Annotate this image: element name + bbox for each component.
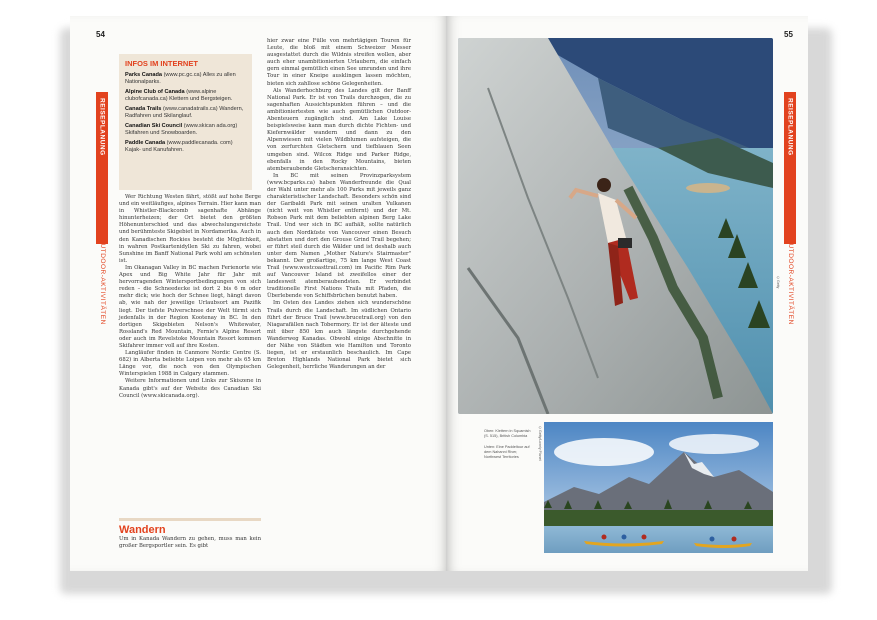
caption-line: Unten: Eine Paddeltour auf dem Nahanni River, Northwest Territories bbox=[484, 445, 530, 459]
paragraph: Langläufer finden in Canmore Nordic Centre (S. 682) in Alberta beliebte Loipen von mehr als 65 km Länge vor, die noch von den Olympischen Winterspielen 1988 in Calgary stammen. bbox=[119, 350, 261, 378]
paragraph: Im Okanagan Valley in BC machen Ferienorte wie Apex und Big White Jahr für Jahr mit hervorragenden Wintersportbedingungen von sich reden – die Schneedecke ist dort 2 bis 6 m oder mehr dick; wie hoch der Schnee liegt, hängt davon ab, wie nah der jeweilige Urlaubsort am Pazifik liegt. Der tiefste Pulverschnee der Welt türmt sich jedenfalls in der Region Kootenay in BC. In den dortigen Skigebieten Nelson's Whitewater, Rossland's Red Mountain, Fernie's Alpine Resort oder auch im Revelstoke Mountain Resort kommen Skifahrer immer voll auf ihre Kosten. bbox=[119, 264, 261, 349]
canoes-mountain-lake-photo bbox=[544, 422, 773, 553]
side-tab-right bbox=[784, 92, 796, 244]
caption-line: Oben: Klettern in Squamish (S. 515), British Columbia bbox=[484, 429, 531, 438]
text-column-2 bbox=[267, 38, 411, 566]
info-entry: Canadian Ski Council (www.skican ada.org) Skifahren und Snowboarden. bbox=[125, 123, 238, 136]
side-tab-left bbox=[96, 92, 108, 244]
side-tab-sublabel: OUTDOOR-AKTIVITÄTEN bbox=[99, 238, 106, 325]
info-box bbox=[119, 54, 252, 190]
side-tab-sublabel: OUTDOOR-AKTIVITÄTEN bbox=[787, 238, 794, 325]
paragraph: Im Osten des Landes ziehen sich wunderschöne Trails durch die Landschaft. Im südlichen Ontario führt der Bruce Trail (www.brucetrail.org) von den Niagarafällen nach Tobermory. Er ist der älteste und mit über 850 km auch längste durchgehende Wanderweg Kanadas. Obwohl einige Abschnitte in der Nähe von Städten wie Hamilton und Toronto liegen, ist er erstaunlich beschaulich. Im Cape Breton Highlands National Park bietet sich Gelegenheit, herrliche Wanderungen an der bbox=[267, 300, 411, 371]
side-tab-label: REISEPLANUNG bbox=[786, 98, 794, 156]
side-tab-label: REISEPLANUNG bbox=[98, 98, 106, 156]
paragraph: Wer Richtung Westen fährt, stößt auf hohe Berge und ein weitläufiges, alpines Terrain. Hier kann man in Whistler-Blackcomb sagenhafte Abhänge hinunterheizen; der Ort bietet den größten Höhenunterschied und das abwechslungsreichste und berühmteste Skigebiet in Nordamerika. Auch in den Kanadischen Rockies besteht die Möglichkeit, in wahren Postkartenidyllen Ski zu fahren, wobei Sunshine im Banff National Park wohl am schönsten ist. bbox=[119, 194, 261, 264]
section-text: Um in Kanada Wandern zu gehen, muss man kein großer Bergsportler sein. Es gibt bbox=[119, 536, 261, 550]
paragraph: Als Wanderhochburg des Landes gilt der Banff National Park. Er ist von Trails durchzogen, die zu sagenhaften Aussichtspunkten führen – und die ambitioniertesten wie auch gemütlichen Outdoor-Abenteuern zugänglich sind. Am Lake Louise beispielsweise kann man durch dichte Fichten- und Kiefernwälder wandern und dann zu den Alpenwiesen mit vielen Wildblumen aufsteigen, die von zerfurchten Gletschern und tiefblauen Seen umgeben sind. Wilcox Ridge und Parker Ridge, ebenfalls in den Rocky Mountains, bieten atemberaubende Gletscheransichten. bbox=[267, 87, 411, 172]
photo-credit: ©Getty bbox=[776, 276, 780, 289]
text-column-1 bbox=[119, 194, 261, 514]
info-entry: Alpine Club of Canada (www.alpine clubofcanada.ca) Klettern und Bergsteigen. bbox=[125, 89, 233, 102]
page-number-right: 55 bbox=[784, 30, 793, 39]
info-entry: Parks Canada (www.pc.gc.ca) Alles zu allen Nationalparks. bbox=[125, 72, 236, 85]
paragraph: Weitere Informationen und Links zur Skiszene in Kanada gibt's auf der Website des Canadian Ski Council (www.skicanada.org). bbox=[119, 378, 261, 399]
right-page bbox=[446, 16, 808, 571]
rock-climber-photo bbox=[458, 38, 773, 414]
photo-credit-side: ©Getty/Lonely Planet bbox=[538, 426, 542, 461]
info-entry: Canada Trails (www.canadatrails.ca) Wandern, Radfahren und Skilanglauf. bbox=[125, 106, 244, 119]
paragraph: hier zwar eine Fülle von mehrtägigen Touren für Leute, die bloß mit einem Schweizer Messer ausgestattet durch die Wildnis streifen wollen, aber auch eher unambitionierten Urlaubern, die einfach gern einmal gemütlich einen See umrunden und ihre Tour in einer Kneipe ausklingen lassen möchten, bieten sich zahllose schöne Gelegenheiten. bbox=[267, 38, 411, 87]
page-number-left: 54 bbox=[96, 30, 105, 39]
paragraph: In BC mit seinen Provinzparksystem (www.bcparks.ca) haben Wanderfreunde die Qual der Wahl unter mehr als 100 Parks mit jeweils ganz charakteristischer Landschaft. Besonders schön sind der Garibaldi Park mit seinen uralten Vulkanen (nicht weit von Whistler entfernt) und der Mt. Robson Park mit dem beliebten alpinen Berg Lake Trail. Und wer sich in BC aufhält, sollte natürlich auch den Nordküste von Vancouver einen Besuch abstatten und dort den Grouse Grind Trail begehen; er führt steil durch die Wälder und ist deshalb auch unter dem Namen „Mother Nature's Stairmaster" bekannt. Der großartige, 75 km lange West Coast Trail (www.westcoasttrail.com) im Pacific Rim Park auf Vancouver Island ist zweifellos einer der landesweit atemberaubendsten. Er verbindet traditionelle First Nations Trails mit Pfaden, die Überlebende von Schiffsbrüchen benutzt haben. bbox=[267, 172, 411, 300]
left-page bbox=[70, 16, 449, 571]
photo-caption bbox=[484, 429, 534, 460]
info-box-title: INFOS IM INTERNET bbox=[125, 59, 198, 68]
info-entry: Paddle Canada (www.paddlecanada. com) Kajak- und Kanufahren. bbox=[125, 140, 233, 153]
section-heading-wandern: Wandern bbox=[119, 518, 261, 536]
